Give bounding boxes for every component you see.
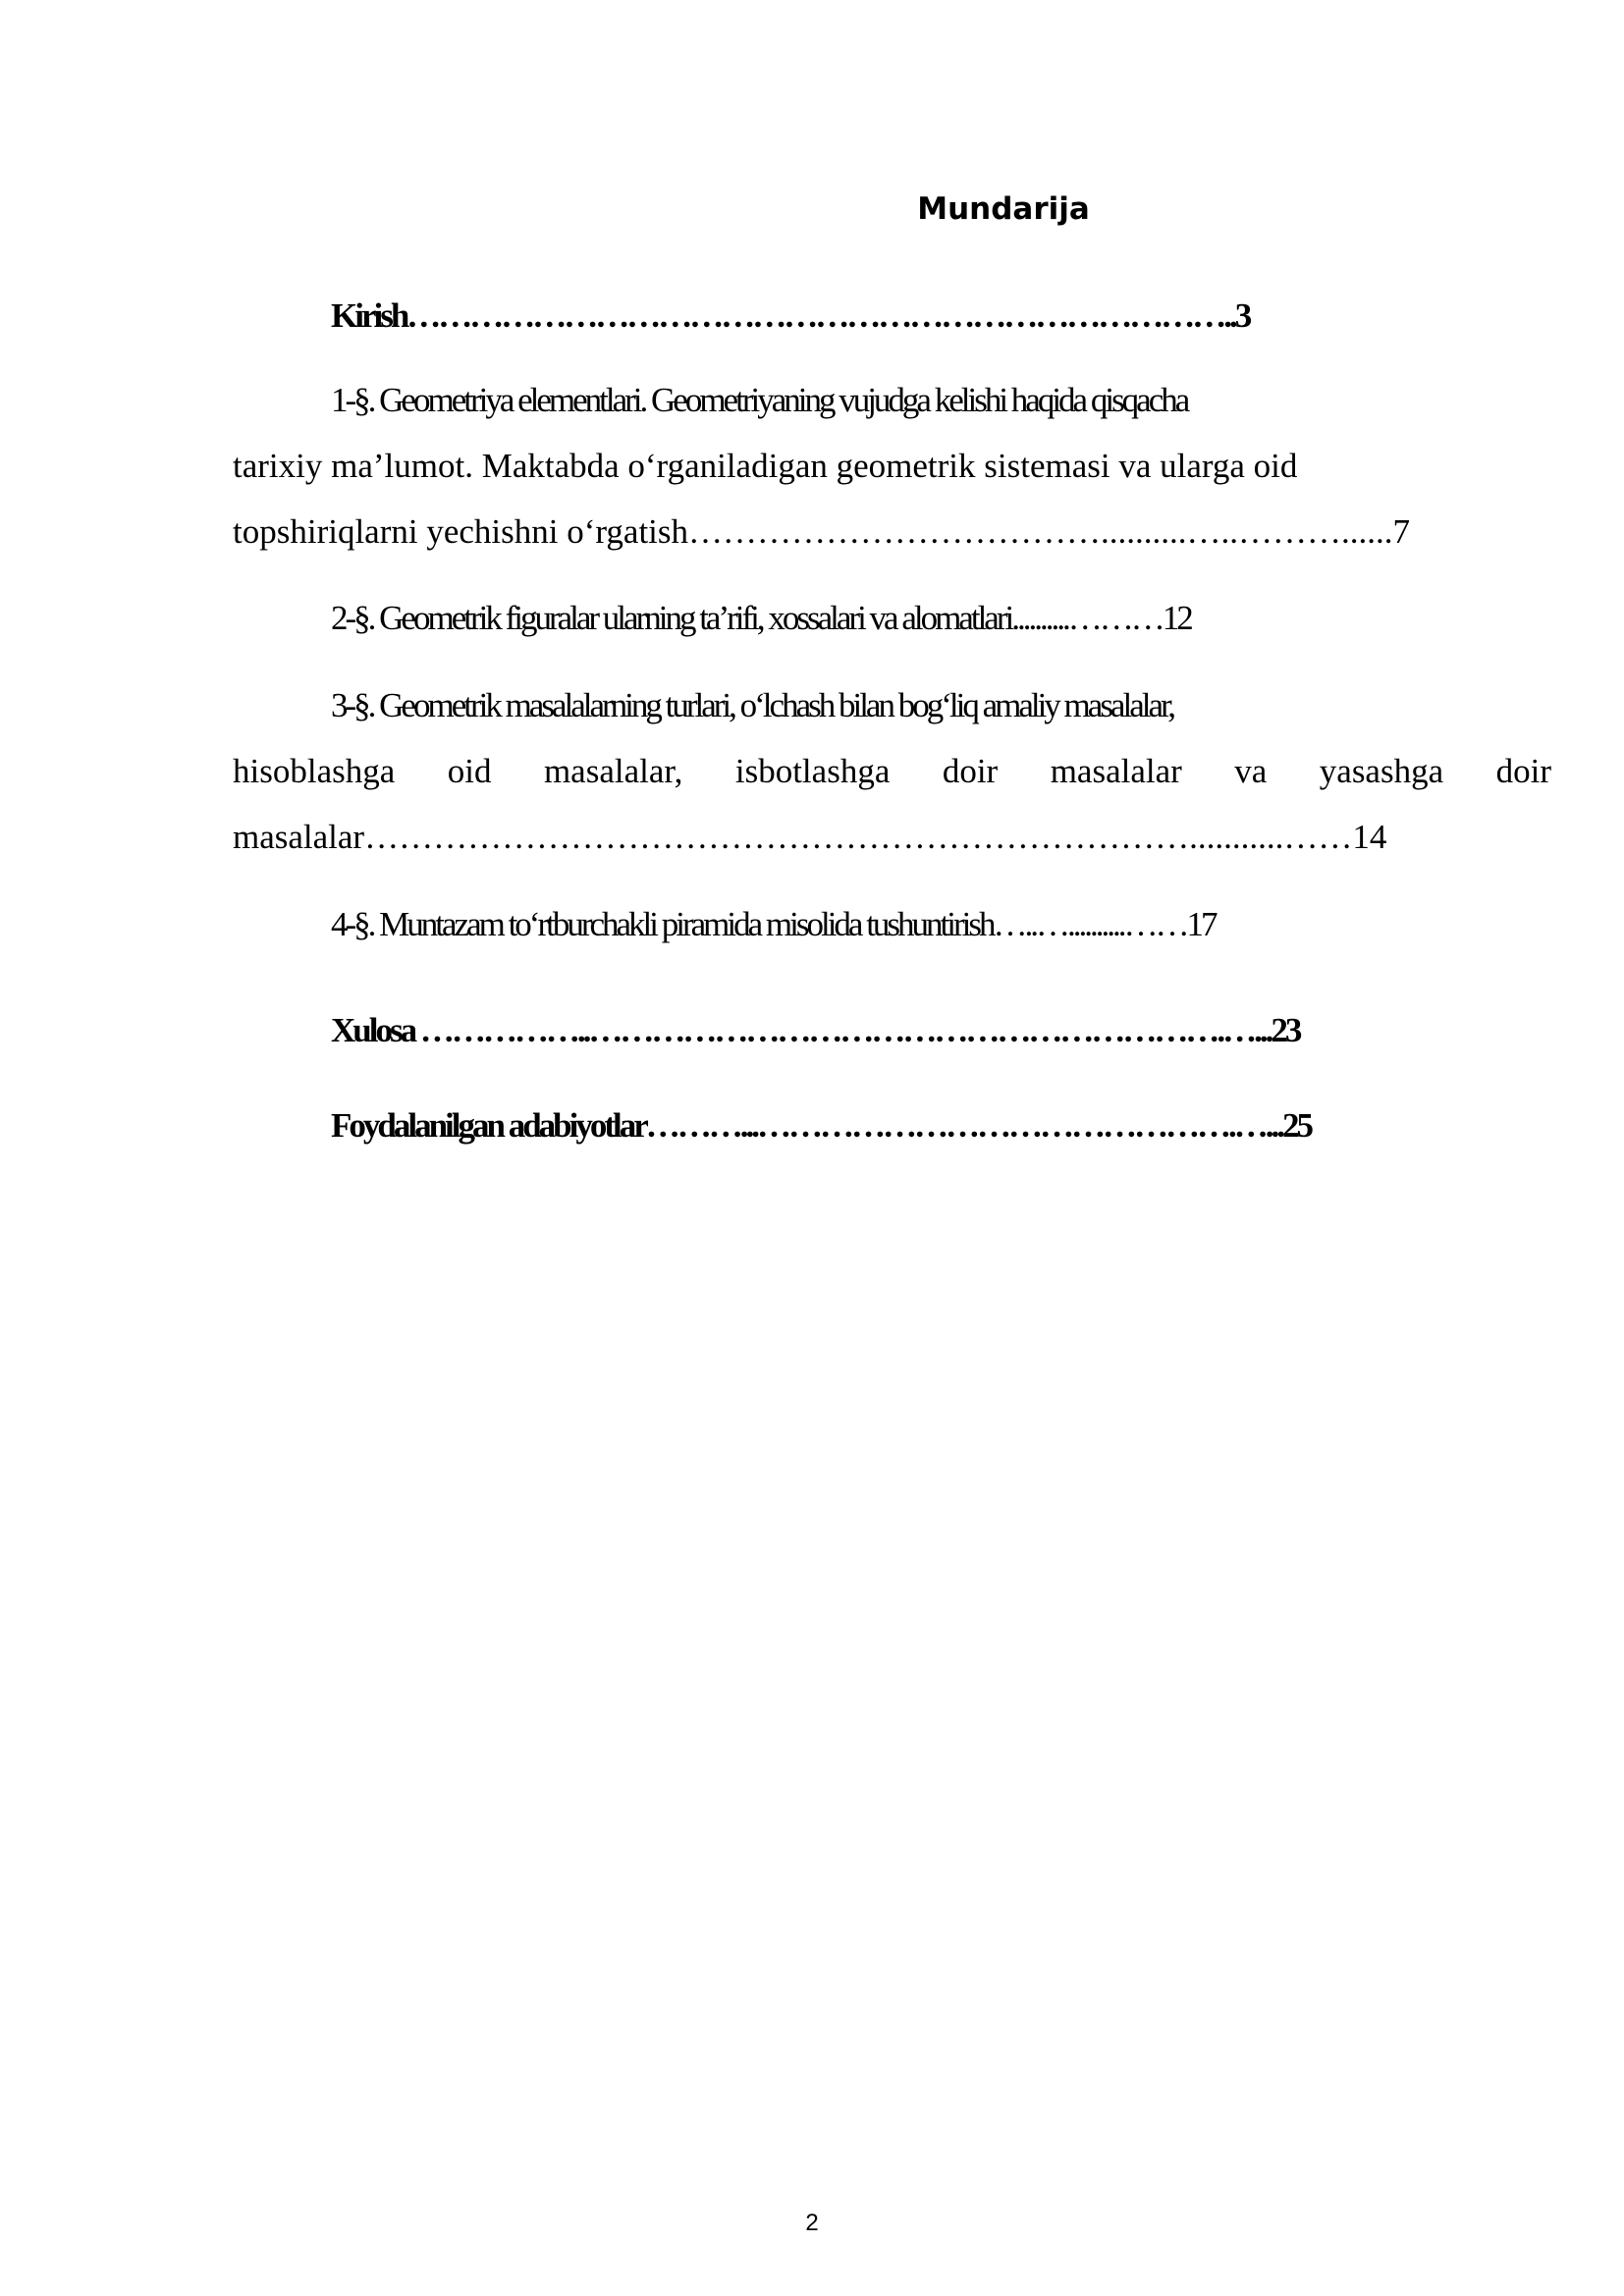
toc-entry-line: topshiriqlarni yechishni o‘rgatish………………………………..........…..………......7 — [233, 512, 1411, 551]
toc-entry-line: Xulosa ……………..…………………………………………………….…...23 — [331, 1011, 1300, 1049]
toc-entry-line: Kirish……………………………………………………………………..3 — [331, 296, 1250, 335]
toc-entry-line: 4-§. Muntazam to‘rtburchakli piramida misolida tushuntirish…..…..........……17 — [331, 905, 1216, 943]
toc-entry-section-1[interactable] — [233, 367, 1551, 564]
toc-entry-line: 3-§. Geometrik masalalarning turlari, o‘lchash bilan bog‘liq amaliy masalalar, — [331, 686, 1173, 724]
toc-entry-introduction[interactable] — [233, 283, 1551, 348]
toc-entry-conclusion[interactable] — [233, 997, 1551, 1063]
toc-entry-line: 2-§. Geometrik figuralar ularning ta’rifi, xossalari va alomatlari..........………12 — [331, 599, 1191, 637]
page-number: 2 — [805, 2210, 819, 2236]
toc-entry-line: 1-§. Geometriya elementlari. Geometriyaning vujudga kelishi haqida qisqacha — [331, 381, 1188, 419]
toc-entry-line: hisoblashga oid masalalar, isbotlashga doir masalalar va yasashga doir — [233, 752, 1551, 790]
toc-entry-line: Foydalanilgan adabiyotlar………...……………………………………….…...25 — [331, 1106, 1312, 1145]
toc-heading: Mundarija — [917, 191, 1090, 227]
toc-entry-section-3[interactable] — [233, 672, 1551, 870]
toc-entry-bibliography[interactable] — [233, 1093, 1551, 1158]
toc-entry-line: tarixiy ma’lumot. Maktabda o‘rganiladigan geometrik sistemasi va ularga oid — [233, 447, 1298, 485]
toc-entry-section-4[interactable] — [233, 891, 1551, 957]
toc-entry-section-2[interactable] — [233, 585, 1551, 651]
toc-entry-line: masalalar………………………………………………………………...........……14 — [233, 818, 1387, 856]
